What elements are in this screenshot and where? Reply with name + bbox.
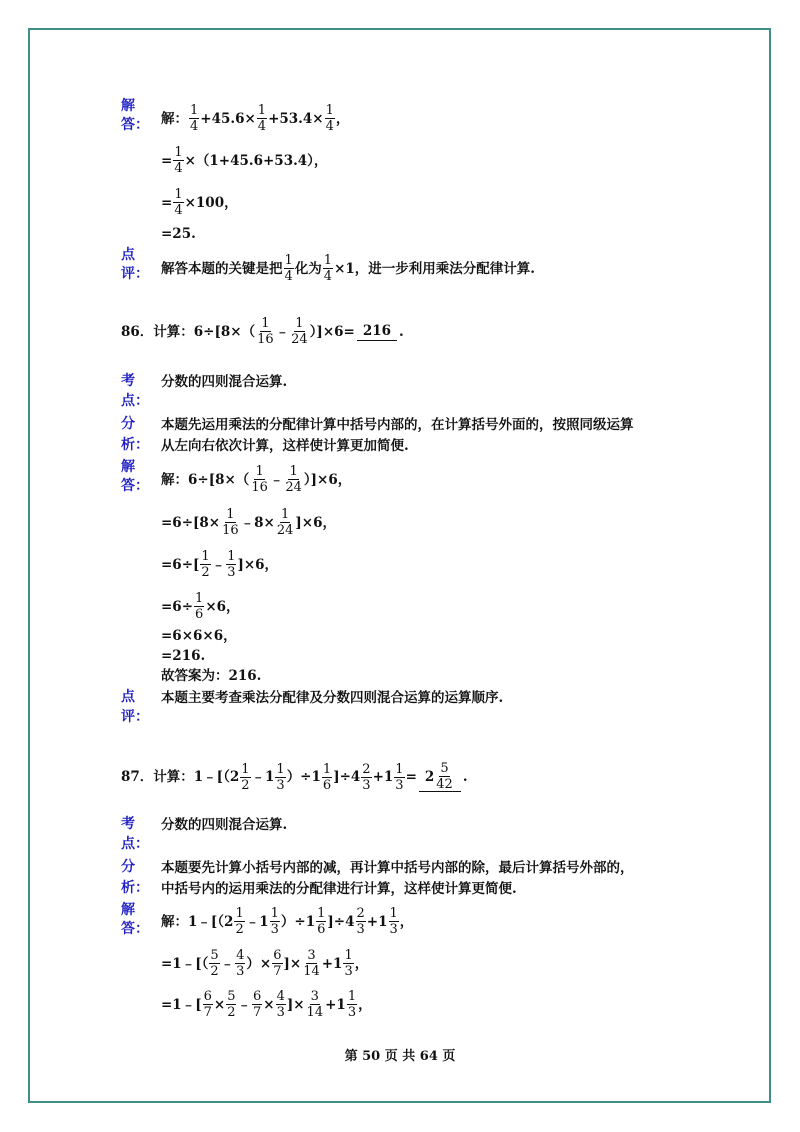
problem-86-title: 86．计算：6÷[8×（ $\frac{1}{16}$ ﹣ $\frac{1}{24}$ ）]×6= 216 . [121, 316, 404, 347]
fraction: $\frac{1}{3}$ [276, 761, 285, 793]
label-jie: 解 [121, 98, 135, 114]
fraction: $\frac{3}{14}$ [306, 989, 324, 1020]
label-jie: 解 [121, 902, 135, 918]
fraction: $\frac{1}{2}$ [241, 761, 250, 793]
solution-line: =1﹣[（ $\frac{5}{2}$ ﹣ $\frac{4}{3}$ ）× $\frac{6}{7}$ ]× $\frac{3}{14}$ +1 $\frac{1}{3}$ ， [161, 948, 369, 979]
fraction: $\frac{1}{6}$ [195, 591, 204, 622]
solution-line: =216. [161, 648, 206, 664]
label-kao: 考 [121, 816, 135, 832]
page-footer: 第 50 页 共 64 页 [344, 1049, 456, 1064]
solution-line: 故答案为：216. [161, 668, 262, 684]
fraction: $\frac{1}{3}$ [227, 549, 236, 580]
solution-line: 解： $\frac{1}{4}$ +45.6× $\frac{1}{4}$ +53.4× $\frac{1}{4}$ ， [161, 103, 350, 134]
label-dian: 点 [121, 247, 135, 263]
fraction: $\frac{1}{3}$ [395, 761, 404, 793]
fraction: $\frac{1}{2}$ [235, 906, 244, 937]
label-da: 答： [121, 117, 149, 133]
fraction: $\frac{1}{4}$ [174, 187, 183, 218]
fenxi-text: 中括号内的运用乘法的分配律进行计算，这样使计算更简便. [161, 881, 517, 897]
fraction: $\frac{4}{3}$ [276, 989, 285, 1020]
label-xi: 析： [121, 880, 149, 896]
fraction: $\frac{1}{3}$ [344, 948, 353, 979]
answer-blank: 2 $\frac{5}{42}$ [419, 762, 461, 792]
fraction: $\frac{1}{24}$ [291, 316, 308, 347]
label-jie: 解 [121, 459, 135, 475]
fenxi-text: 本题先运用乘法的分配律计算中括号内部的，在计算括号外面的，按照同级运算 [161, 417, 634, 433]
fraction: $\frac{1}{24}$ [276, 507, 294, 538]
problem-87-title: 87．计算：1﹣[（2 $\frac{1}{2}$ ﹣1 $\frac{1}{3}$ ）÷1 $\frac{1}{6}$ ]÷4 $\frac{2}{3}$ +1 $\frac{1}{3}$ = 2 $\frac{5}{42}$ . [121, 761, 468, 793]
fraction: $\frac{1}{6}$ [322, 761, 332, 793]
fraction: $\frac{6}{7}$ [252, 989, 262, 1020]
fraction: $\frac{1}{6}$ [317, 906, 326, 937]
solution-line: =6×6×6， [161, 628, 237, 644]
solution-line: =6÷[ $\frac{1}{2}$ ﹣ $\frac{1}{3}$ ]×6， [161, 549, 279, 580]
fraction: $\frac{1}{4}$ [323, 253, 333, 284]
page-border [28, 28, 771, 1103]
kaodian-text: 分数的四则混合运算. [161, 817, 288, 833]
fraction: $\frac{1}{16}$ [257, 316, 274, 347]
dianping-text: 本题主要考查乘法分配律及分数四则混合运算的运算顺序. [161, 690, 504, 706]
label-da: 答： [121, 921, 149, 937]
fraction: $\frac{1}{3}$ [270, 906, 279, 937]
fraction: $\frac{5}{2}$ [227, 989, 236, 1020]
fraction: $\frac{1}{3}$ [389, 906, 398, 937]
solution-line: =6÷ $\frac{1}{6}$ ×6， [161, 591, 240, 622]
fraction: $\frac{4}{3}$ [236, 948, 245, 979]
solution-line: 解：1﹣[（2 $\frac{1}{2}$ ﹣1 $\frac{1}{3}$ ）÷1 $\frac{1}{6}$ ]÷4 $\frac{2}{3}$ +1 $\frac{1}{3}$ ， [161, 906, 414, 937]
label-kao: 考 [121, 373, 135, 389]
fraction: $\frac{5}{2}$ [210, 948, 219, 979]
solution-line: =1﹣[ $\frac{6}{7}$ × $\frac{5}{2}$ ﹣ $\frac{6}{7}$ × $\frac{4}{3}$ ]× $\frac{3}{14}$ +1 $\frac{1}{3}$ ， [161, 989, 372, 1020]
label-fen: 分 [121, 416, 135, 432]
fraction: $\frac{3}{14}$ [303, 948, 320, 979]
answer-blank: 216 [357, 322, 397, 341]
fenxi-text: 从左向右依次计算，这样使计算更加简便. [161, 438, 409, 454]
solution-line: =6÷[8× $\frac{1}{16}$ ﹣8× $\frac{1}{24}$ ]×6， [161, 507, 337, 538]
fraction: $\frac{2}{3}$ [362, 761, 371, 793]
fraction: $\frac{1}{4}$ [190, 103, 199, 134]
fraction: $\frac{5}{42}$ [436, 761, 453, 792]
solution-line: 解：6÷[8×（ $\frac{1}{16}$ ﹣ $\frac{1}{24}$ ）]×6， [161, 464, 352, 495]
fraction: $\frac{1}{3}$ [347, 989, 357, 1020]
comment-line: 解答本题的关键是把 $\frac{1}{4}$ 化为 $\frac{1}{4}$ ×1，进一步利用乘法分配律计算. [161, 253, 535, 284]
solution-line: = $\frac{1}{4}$ ×100， [161, 187, 238, 218]
fraction: $\frac{6}{7}$ [203, 989, 212, 1020]
fraction: $\frac{1}{16}$ [251, 464, 268, 495]
label-ping: 评： [121, 266, 149, 282]
solution-line: = $\frac{1}{4}$ ×（1+45.6+53.4）， [161, 145, 328, 176]
fraction: $\frac{1}{16}$ [222, 507, 239, 538]
label-dian: 点： [121, 836, 149, 852]
label-dian: 点 [121, 689, 135, 705]
label-xi: 析： [121, 437, 149, 453]
label-dian: 点： [121, 393, 149, 409]
fraction: $\frac{2}{3}$ [356, 906, 365, 937]
solution-line: =25. [161, 226, 196, 242]
fraction: $\frac{1}{2}$ [201, 549, 210, 580]
fraction: $\frac{1}{4}$ [325, 103, 334, 134]
kaodian-text: 分数的四则混合运算. [161, 374, 288, 390]
fraction: $\frac{1}{4}$ [257, 103, 267, 134]
fenxi-text: 本题要先计算小括号内部的减，再计算中括号内部的除，最后计算括号外部的， [161, 860, 634, 876]
fraction: $\frac{6}{7}$ [273, 948, 282, 979]
fraction: $\frac{1}{24}$ [285, 464, 302, 495]
fraction: $\frac{1}{4}$ [174, 145, 183, 176]
label-da: 答： [121, 478, 149, 494]
label-ping: 评： [121, 709, 149, 725]
fraction: $\frac{1}{4}$ [284, 253, 293, 284]
label-fen: 分 [121, 859, 135, 875]
